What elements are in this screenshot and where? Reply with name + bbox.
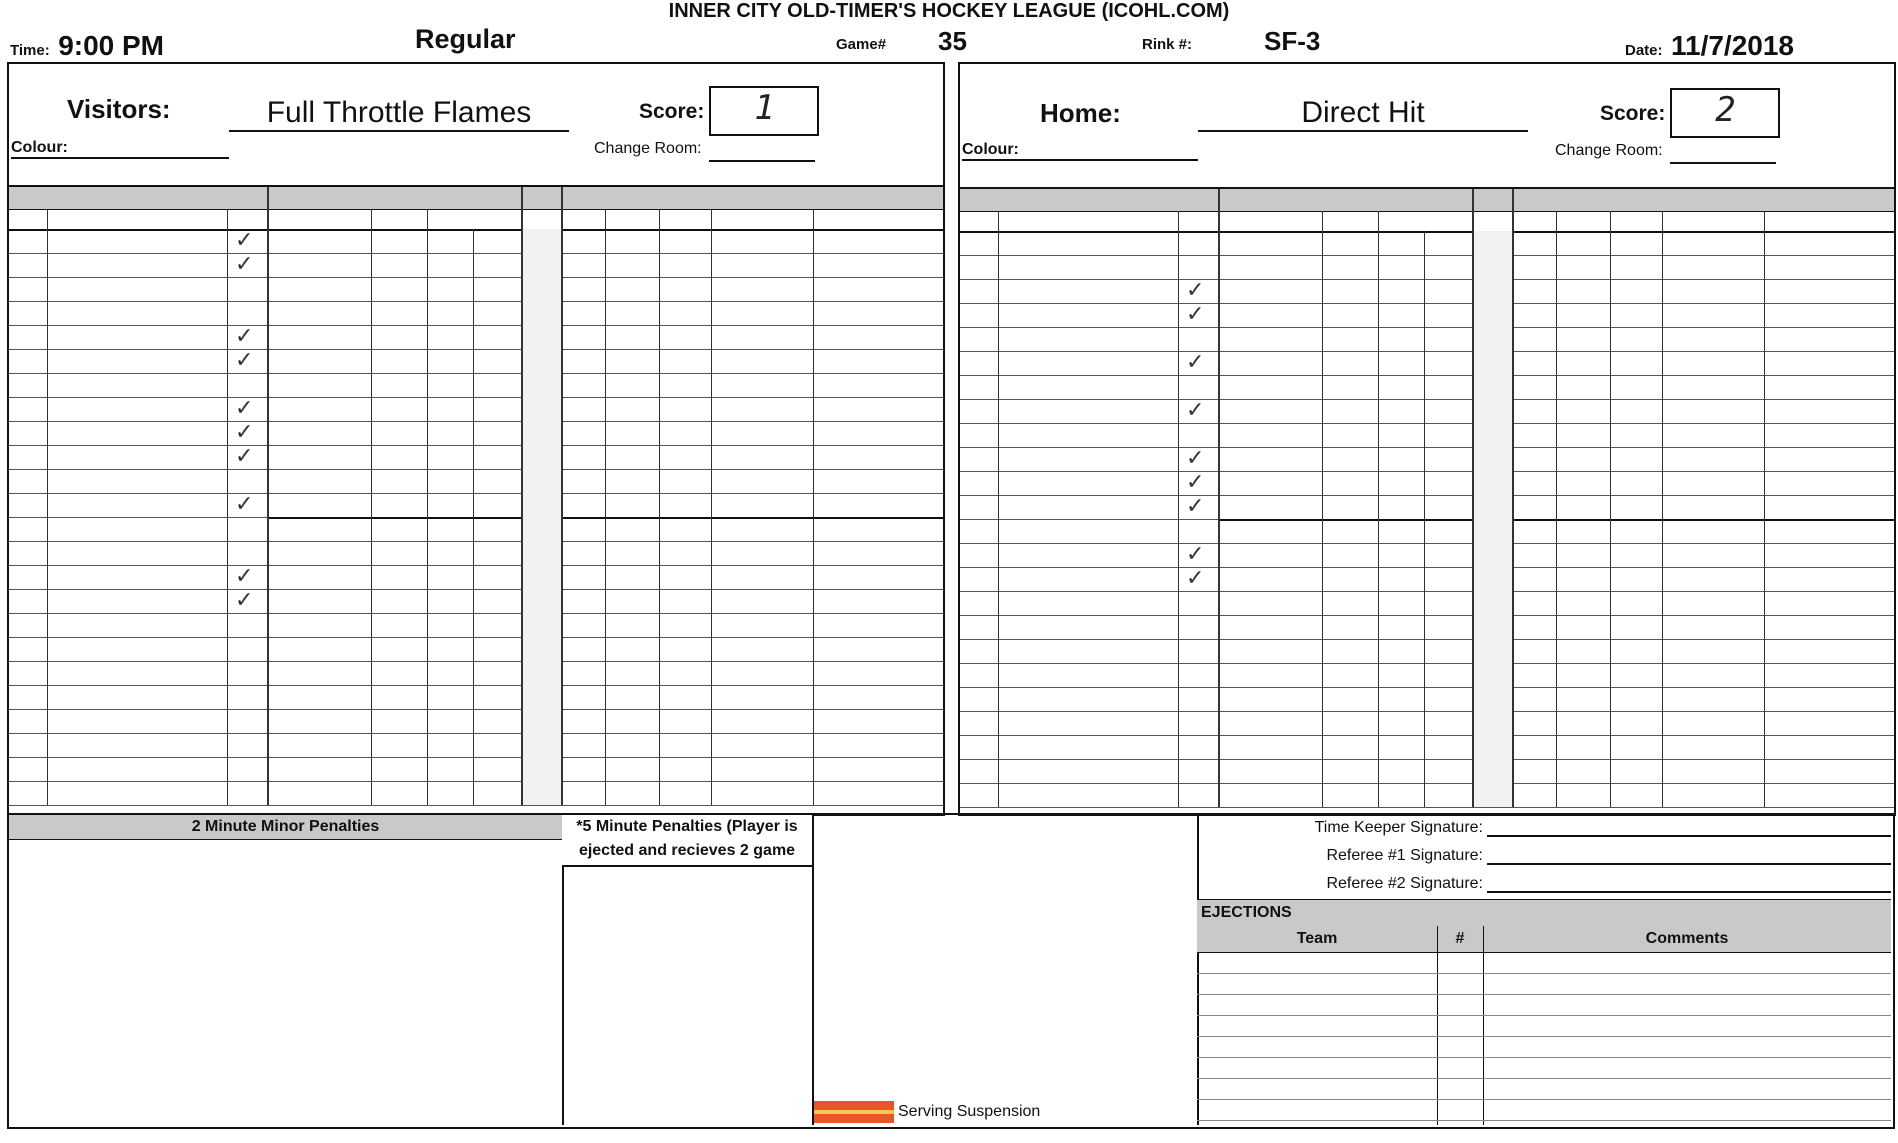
home-int-check-icon: ✓ — [1186, 541, 1205, 566]
home-penalties-header — [1512, 189, 1894, 211]
home-col-no-6 — [1514, 211, 1554, 231]
visitors-score-box — [709, 86, 819, 136]
legend-panel — [7, 813, 1895, 1129]
visitors-table-row — [9, 733, 943, 758]
home-int-check-icon: ✓ — [1186, 565, 1205, 590]
visitors-col-line — [605, 209, 606, 805]
home-col-line — [1556, 211, 1557, 807]
home-scoring-header — [1218, 189, 1472, 211]
visitors-int-check-icon: ✓ — [235, 491, 254, 516]
visitors-col-name-1 — [49, 209, 225, 229]
home-col-line — [1512, 189, 1514, 807]
time-keeper-signature-label: Time Keeper Signature: — [1314, 819, 1483, 836]
ejection-row-line — [1197, 1078, 1891, 1079]
visitors-col-min-7 — [607, 209, 657, 229]
home-table-row — [960, 519, 1894, 544]
ejections-team-header: Team — [1296, 930, 1338, 947]
visitors-int-check-icon: ✓ — [235, 251, 254, 276]
time-keeper-signature-line[interactable] — [1487, 835, 1891, 837]
ejection-row-line — [1197, 994, 1891, 995]
rink-value: SF-3 — [1264, 26, 1321, 56]
home-table-row — [960, 759, 1894, 784]
home-prd-column — [1472, 231, 1512, 807]
home-col-time-on-10 — [1766, 211, 1892, 231]
home-table-row — [960, 447, 1894, 472]
visitors-score-label: Score: — [639, 100, 705, 123]
visitors-prd-header — [521, 187, 561, 209]
home-panel — [958, 62, 1896, 816]
home-col-line — [1764, 211, 1765, 807]
visitors-col-line — [227, 209, 228, 805]
visitors-col-no-6 — [563, 209, 603, 229]
major-title-line2: ejected and recieves 2 game — [578, 842, 796, 859]
visitors-col-line — [561, 187, 563, 805]
visitors-col-line — [371, 209, 372, 805]
ejections-columns — [1197, 926, 1891, 953]
ejections-title: EJECTIONS — [1201, 904, 1292, 921]
home-col-line — [1322, 211, 1323, 807]
visitors-table-row — [9, 301, 943, 326]
visitors-int-check-icon: ✓ — [235, 323, 254, 348]
visitors-int-check-icon: ✓ — [235, 227, 254, 252]
visitors-col-time-3 — [269, 209, 369, 229]
home-col-time-3 — [1220, 211, 1320, 231]
visitors-int-check-icon: ✓ — [235, 419, 254, 444]
major-penalties-box — [562, 815, 814, 1125]
home-col-cd-8 — [1612, 211, 1660, 231]
signatures-box — [1197, 815, 1891, 1125]
ejection-row-line — [1197, 1057, 1891, 1058]
home-table-row — [960, 471, 1894, 496]
visitors-score-value: 1 — [754, 88, 774, 128]
time-value: 9:00 PM — [58, 30, 165, 61]
home-table-row — [960, 783, 1894, 808]
date-value: 11/7/2018 — [1670, 30, 1794, 61]
visitors-table-row — [9, 253, 943, 278]
visitors-table-row — [9, 637, 943, 662]
home-score-box — [1670, 88, 1780, 138]
home-table-row — [960, 615, 1894, 640]
date-field — [1625, 30, 1794, 62]
time-label: Time: — [10, 42, 50, 59]
home-prd-header — [1472, 189, 1512, 211]
visitors-col-line — [711, 209, 712, 805]
visitors-col-time-off-9 — [713, 209, 811, 229]
visitors-table-row — [9, 421, 943, 446]
visitors-col-cd-8 — [661, 209, 709, 229]
visitors-int-check-icon: ✓ — [235, 443, 254, 468]
home-change-room-label: Change Room: — [1555, 142, 1663, 159]
home-int-check-icon: ✓ — [1186, 349, 1205, 374]
home-col-line — [1424, 231, 1425, 807]
visitors-table-row — [9, 541, 943, 566]
home-col-line — [1178, 211, 1179, 807]
home-table-row — [960, 543, 1894, 568]
visitors-int-check-icon: ✓ — [235, 347, 254, 372]
visitors-table-row — [9, 517, 943, 542]
home-table-row — [960, 663, 1894, 688]
visitors-col-line — [267, 187, 269, 805]
game-number: 35 — [938, 26, 967, 56]
rink-label: Rink #: — [1142, 36, 1193, 53]
home-players-header — [960, 189, 1218, 211]
home-col-name-1 — [1000, 211, 1176, 231]
visitors-change-room-line — [709, 160, 815, 162]
visitors-table-row — [9, 397, 943, 422]
home-table-row — [960, 711, 1894, 736]
home-colour-label: Colour: — [962, 141, 1198, 161]
visitors-col-no-0 — [11, 209, 45, 229]
visitors-team-name: Full Throttle Flames — [229, 96, 569, 132]
home-col-line — [1218, 189, 1220, 807]
date-label: Date: — [1625, 42, 1663, 59]
visitors-col-time-on-10 — [815, 209, 941, 229]
visitors-col-line — [47, 209, 48, 805]
visitors-table-row — [9, 445, 943, 470]
ejections-number-header: # — [1455, 930, 1465, 947]
visitors-table-row — [9, 229, 943, 254]
time-field — [10, 30, 164, 62]
minor-penalties-box — [9, 815, 564, 1125]
home-table-row — [960, 567, 1894, 592]
visitors-grid — [9, 185, 943, 816]
home-table-row — [960, 375, 1894, 400]
home-table-row — [960, 327, 1894, 352]
referee1-signature-line[interactable] — [1487, 863, 1891, 865]
home-table-row — [960, 279, 1894, 304]
visitors-int-check-icon: ✓ — [235, 563, 254, 588]
ejections-header — [1197, 899, 1891, 927]
home-int-check-icon: ✓ — [1186, 397, 1205, 422]
visitors-table-row — [9, 685, 943, 710]
home-int-check-icon: ✓ — [1186, 301, 1205, 326]
home-table-row — [960, 255, 1894, 280]
ejection-row-line — [1197, 1099, 1891, 1100]
home-team-name: Direct Hit — [1198, 96, 1528, 132]
home-label: Home: — [1040, 98, 1121, 128]
visitors-table-row — [9, 565, 943, 590]
game-type: Regular — [415, 24, 516, 54]
home-table-row — [960, 399, 1894, 424]
home-grid — [960, 187, 1894, 816]
serving-suspension-swatch — [814, 1101, 894, 1123]
home-table-row — [960, 495, 1894, 520]
visitors-table-row — [9, 493, 943, 518]
home-col-int-2 — [1180, 211, 1216, 231]
major-penalties-title — [562, 815, 812, 867]
ejection-row-line — [1197, 973, 1891, 974]
home-int-check-icon: ✓ — [1186, 469, 1205, 494]
visitors-players-header — [9, 187, 267, 209]
visitors-table-row — [9, 325, 943, 350]
ejection-row-line — [1197, 1036, 1891, 1037]
home-table-row — [960, 735, 1894, 760]
home-col-goal-4 — [1324, 211, 1376, 231]
referee1-signature-label: Referee #1 Signature: — [1326, 847, 1483, 864]
visitors-col-goal-4 — [373, 209, 425, 229]
visitors-table-row — [9, 469, 943, 494]
visitors-table-row — [9, 757, 943, 782]
visitors-col-line — [427, 209, 428, 805]
visitors-col-line — [521, 187, 523, 805]
visitors-table-row — [9, 277, 943, 302]
visitors-penalties-header — [561, 187, 943, 209]
home-table-row — [960, 591, 1894, 616]
serving-suspension-label: Serving Suspension — [898, 1103, 1041, 1120]
visitors-prd-column — [521, 229, 561, 805]
home-table-row — [960, 351, 1894, 376]
ejections-comments-header: Comments — [1645, 930, 1729, 947]
league-title: INNER CITY OLD-TIMER'S HOCKEY LEAGUE (ICOHL.COM) — [668, 0, 1230, 22]
minor-penalties-title: 2 Minute Minor Penalties — [9, 815, 562, 840]
ejection-row-line — [1197, 1015, 1891, 1016]
home-int-check-icon: ✓ — [1186, 445, 1205, 470]
ejection-row-line — [1197, 1120, 1891, 1121]
home-int-check-icon: ✓ — [1186, 493, 1205, 518]
visitors-table-row — [9, 709, 943, 734]
home-col-min-7 — [1558, 211, 1608, 231]
visitors-col-line — [659, 209, 660, 805]
visitors-table-row — [9, 589, 943, 614]
home-table-row — [960, 303, 1894, 328]
visitors-table-row — [9, 373, 943, 398]
visitors-int-check-icon: ✓ — [235, 395, 254, 420]
visitors-col-assist-5 — [429, 209, 519, 229]
home-change-room-line — [1670, 162, 1776, 164]
referee2-signature-line[interactable] — [1487, 891, 1891, 893]
visitors-panel — [7, 62, 945, 816]
home-col-line — [1662, 211, 1663, 807]
visitors-table-row — [9, 613, 943, 638]
home-col-assist-5 — [1380, 211, 1470, 231]
game-label: Game# — [836, 36, 887, 53]
visitors-scoring-header — [267, 187, 521, 209]
home-col-time-off-9 — [1664, 211, 1762, 231]
ejections-rows — [1197, 953, 1891, 1125]
misconduct-box — [812, 815, 1199, 1125]
home-score-label: Score: — [1600, 102, 1666, 125]
referee2-signature-label: Referee #2 Signature: — [1326, 875, 1483, 892]
visitors-table-row — [9, 661, 943, 686]
major-title-line1: *5 Minute Penalties (Player is — [576, 818, 798, 835]
home-table-row — [960, 231, 1894, 256]
visitors-label: Visitors: — [67, 94, 171, 124]
home-col-line — [1610, 211, 1611, 807]
visitors-table-row — [9, 781, 943, 806]
home-col-line — [1378, 211, 1379, 807]
visitors-change-room-label: Change Room: — [594, 140, 702, 157]
home-col-no-0 — [962, 211, 996, 231]
home-int-check-icon: ✓ — [1186, 277, 1205, 302]
home-score-value: 2 — [1715, 90, 1735, 130]
home-table-row — [960, 687, 1894, 712]
home-table-row — [960, 423, 1894, 448]
home-col-line — [1472, 189, 1474, 807]
visitors-col-line — [473, 229, 474, 805]
visitors-table-row — [9, 349, 943, 374]
home-table-row — [960, 639, 1894, 664]
home-col-line — [998, 211, 999, 807]
visitors-colour-label: Colour: — [11, 139, 229, 159]
visitors-col-line — [813, 209, 814, 805]
visitors-col-int-2 — [229, 209, 265, 229]
visitors-int-check-icon: ✓ — [235, 587, 254, 612]
